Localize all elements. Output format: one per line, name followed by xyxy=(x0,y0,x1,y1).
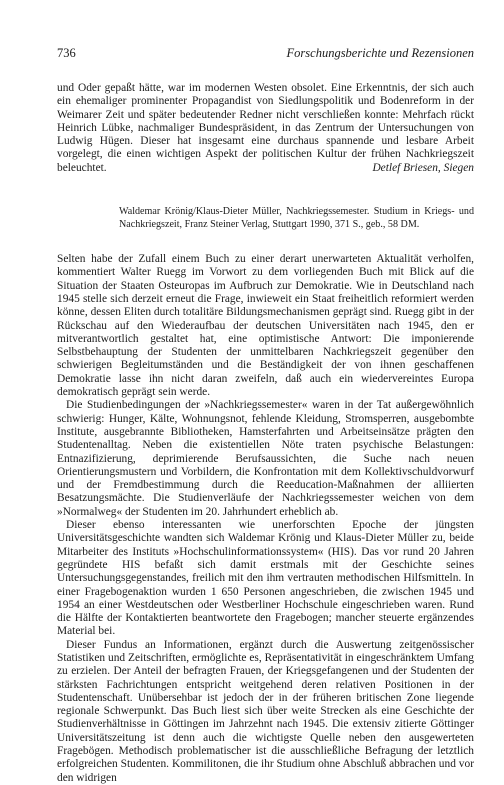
review1-text: und Oder gepaßt hätte, war im modernen Westen obsolet. Eine Erkenntnis, der sich auch ein ehemaliger prominenter Propagandist von Siedlungspolitik und Bodenreform in der Weimarer Zeit und später bedeutender Redner nicht verschließen konnte: Mehrfach rückt Heinrich Lübke, nachmaliger Bundespräsident, in das Zentrum der Untersuchungen von Ludwig Hügen. Dieser hat insgesamt eine durchaus spannende und lesbare Arbeit vorgelegt, die einen wichtigen Aspekt der politischen Kultur der frühen Nachkriegszeit beleuchtet. xyxy=(57,82,474,174)
review1-signature: Detlef Briesen, Siegen xyxy=(372,161,474,174)
review2-paragraph-4: Dieser Fundus an Informationen, ergänzt durch die Auswertung zeitgenössischer Statistiken und Zeitschriften, ermöglichte es, Repräsentativität in eingeschränktem Umfang zu erzielen. Der Anteil der befragten Frauen, der Kriegsgefangenen und der Studenten der stärksten Fachrichtungen entspricht weitgehend deren relativen Positionen in der Studentenschaft. Unübersehbar ist jedoch der in der früheren britischen Zone liegende regionale Schwerpunkt. Das Buch liest sich über weite Strecken als eine Geschichte der Studienverhältnisse in Göttingen im Jahrzehnt nach 1945. Die extensiv zitierte Göttinger Universitätszeitung ist denn auch die wichtigste Quelle neben den ausgewerteten Fragebögen. Methodisch problematischer ist die ausschließliche Befragung der letztlich erfolgreichen Studenten. Kommilitonen, die ihr Studium ohne Abschluß abbrachen und vor den widrigen xyxy=(57,638,474,784)
page-header xyxy=(57,46,474,61)
review2-paragraph-3: Dieser ebenso interessanten wie unerforschten Epoche der jüngsten Universitätsgeschichte wandten sich Waldemar Krönig und Klaus-Dieter Müller zu, beide Mitarbeiter des Instituts »Hochschulinformationssystem« (HIS). Das vor rund 20 Jahren gegründete HIS befaßt sich damit erstmals mit der Geschichte seines Untersuchungsgegenstandes, freilich mit den ihm vertrauten methodischen Hilfsmitteln. In einer Fragebogenaktion wurden 1 650 Personen angeschrieben, die zwischen 1945 und 1954 an einer Westdeutschen oder Westberliner Hochschule eingeschrieben waren. Rund die Hälfte der Kontaktierten beantwortete den Fragebogen; mancher steuerte ergänzendes Material bei. xyxy=(57,519,474,638)
review2-paragraph-1: Selten habe der Zufall einem Buch zu einer derart unerwarteten Aktualität verholfen, kommentiert Walter Ruegg im Vorwort zu dem vorliegenden Buch mit Blick auf die Situation der Staaten Osteuropas im Aufbruch zur Demokratie. Wie in Deutschland nach 1945 stelle sich derzeit erneut die Frage, inwieweit ein Staat freiheitlich reformiert werden könne, dessen Eliten durch totalitäre Bildungsmechanismen geprägt sind. Ruegg gibt in der Rückschau auf den Wiederaufbau der deutschen Universitäten nach 1945, den er mitverantwortlich gestaltet hat, eine optimistische Antwort: Die imponierende Selbstbehauptung der Studenten der unmittelbaren Nachkriegszeit gegenüber den schwierigen Begleitumständen und die Beständigkeit der von ihnen geschaffenen Demokratie lasse ihn nicht daran zweifeln, daß auch ein wiedervereintes Europa demokratisch geprägt sein werde. xyxy=(57,253,474,399)
page-number: 736 xyxy=(57,46,76,60)
review2-bibliography: Waldemar Krönig/Klaus-Dieter Müller, Nachkriegssemester. Studium in Kriegs- und Nachkriegszeit, Franz Steiner Verlag, Stuttgart 1990, 371 S., geb., 58 DM. xyxy=(119,206,474,231)
review2-paragraph-2: Die Studienbedingungen der »Nachkriegssemester« waren in der Tat außergewöhnlich schwierig: Hunger, Kälte, Wohnungsnot, fehlende Kleidung, Stromsperren, ausgebombte Institute, ausgebrannte Bibliotheken, Hamsterfahrten und Arbeitseinsätze prägten den Studentenalltag. Neben die existentiellen Nöte traten psychische Belastungen: Entnazifizierung, deprimierende Berufsaussichten, die Suche nach neuen Orientierungsmustern und Vorbildern, die Konfrontation mit dem Kollektivschuldvorwurf und der Fremdbestimmung durch die Reeducation-Maßnahmen der alliierten Besatzungsmächte. Die Studienverläufe der Nachkriegssemester weichen von dem »Normalweg« der Studenten im 20. Jahrhundert erheblich ab. xyxy=(57,399,474,518)
running-title: Forschungsberichte und Rezensionen xyxy=(286,46,474,60)
